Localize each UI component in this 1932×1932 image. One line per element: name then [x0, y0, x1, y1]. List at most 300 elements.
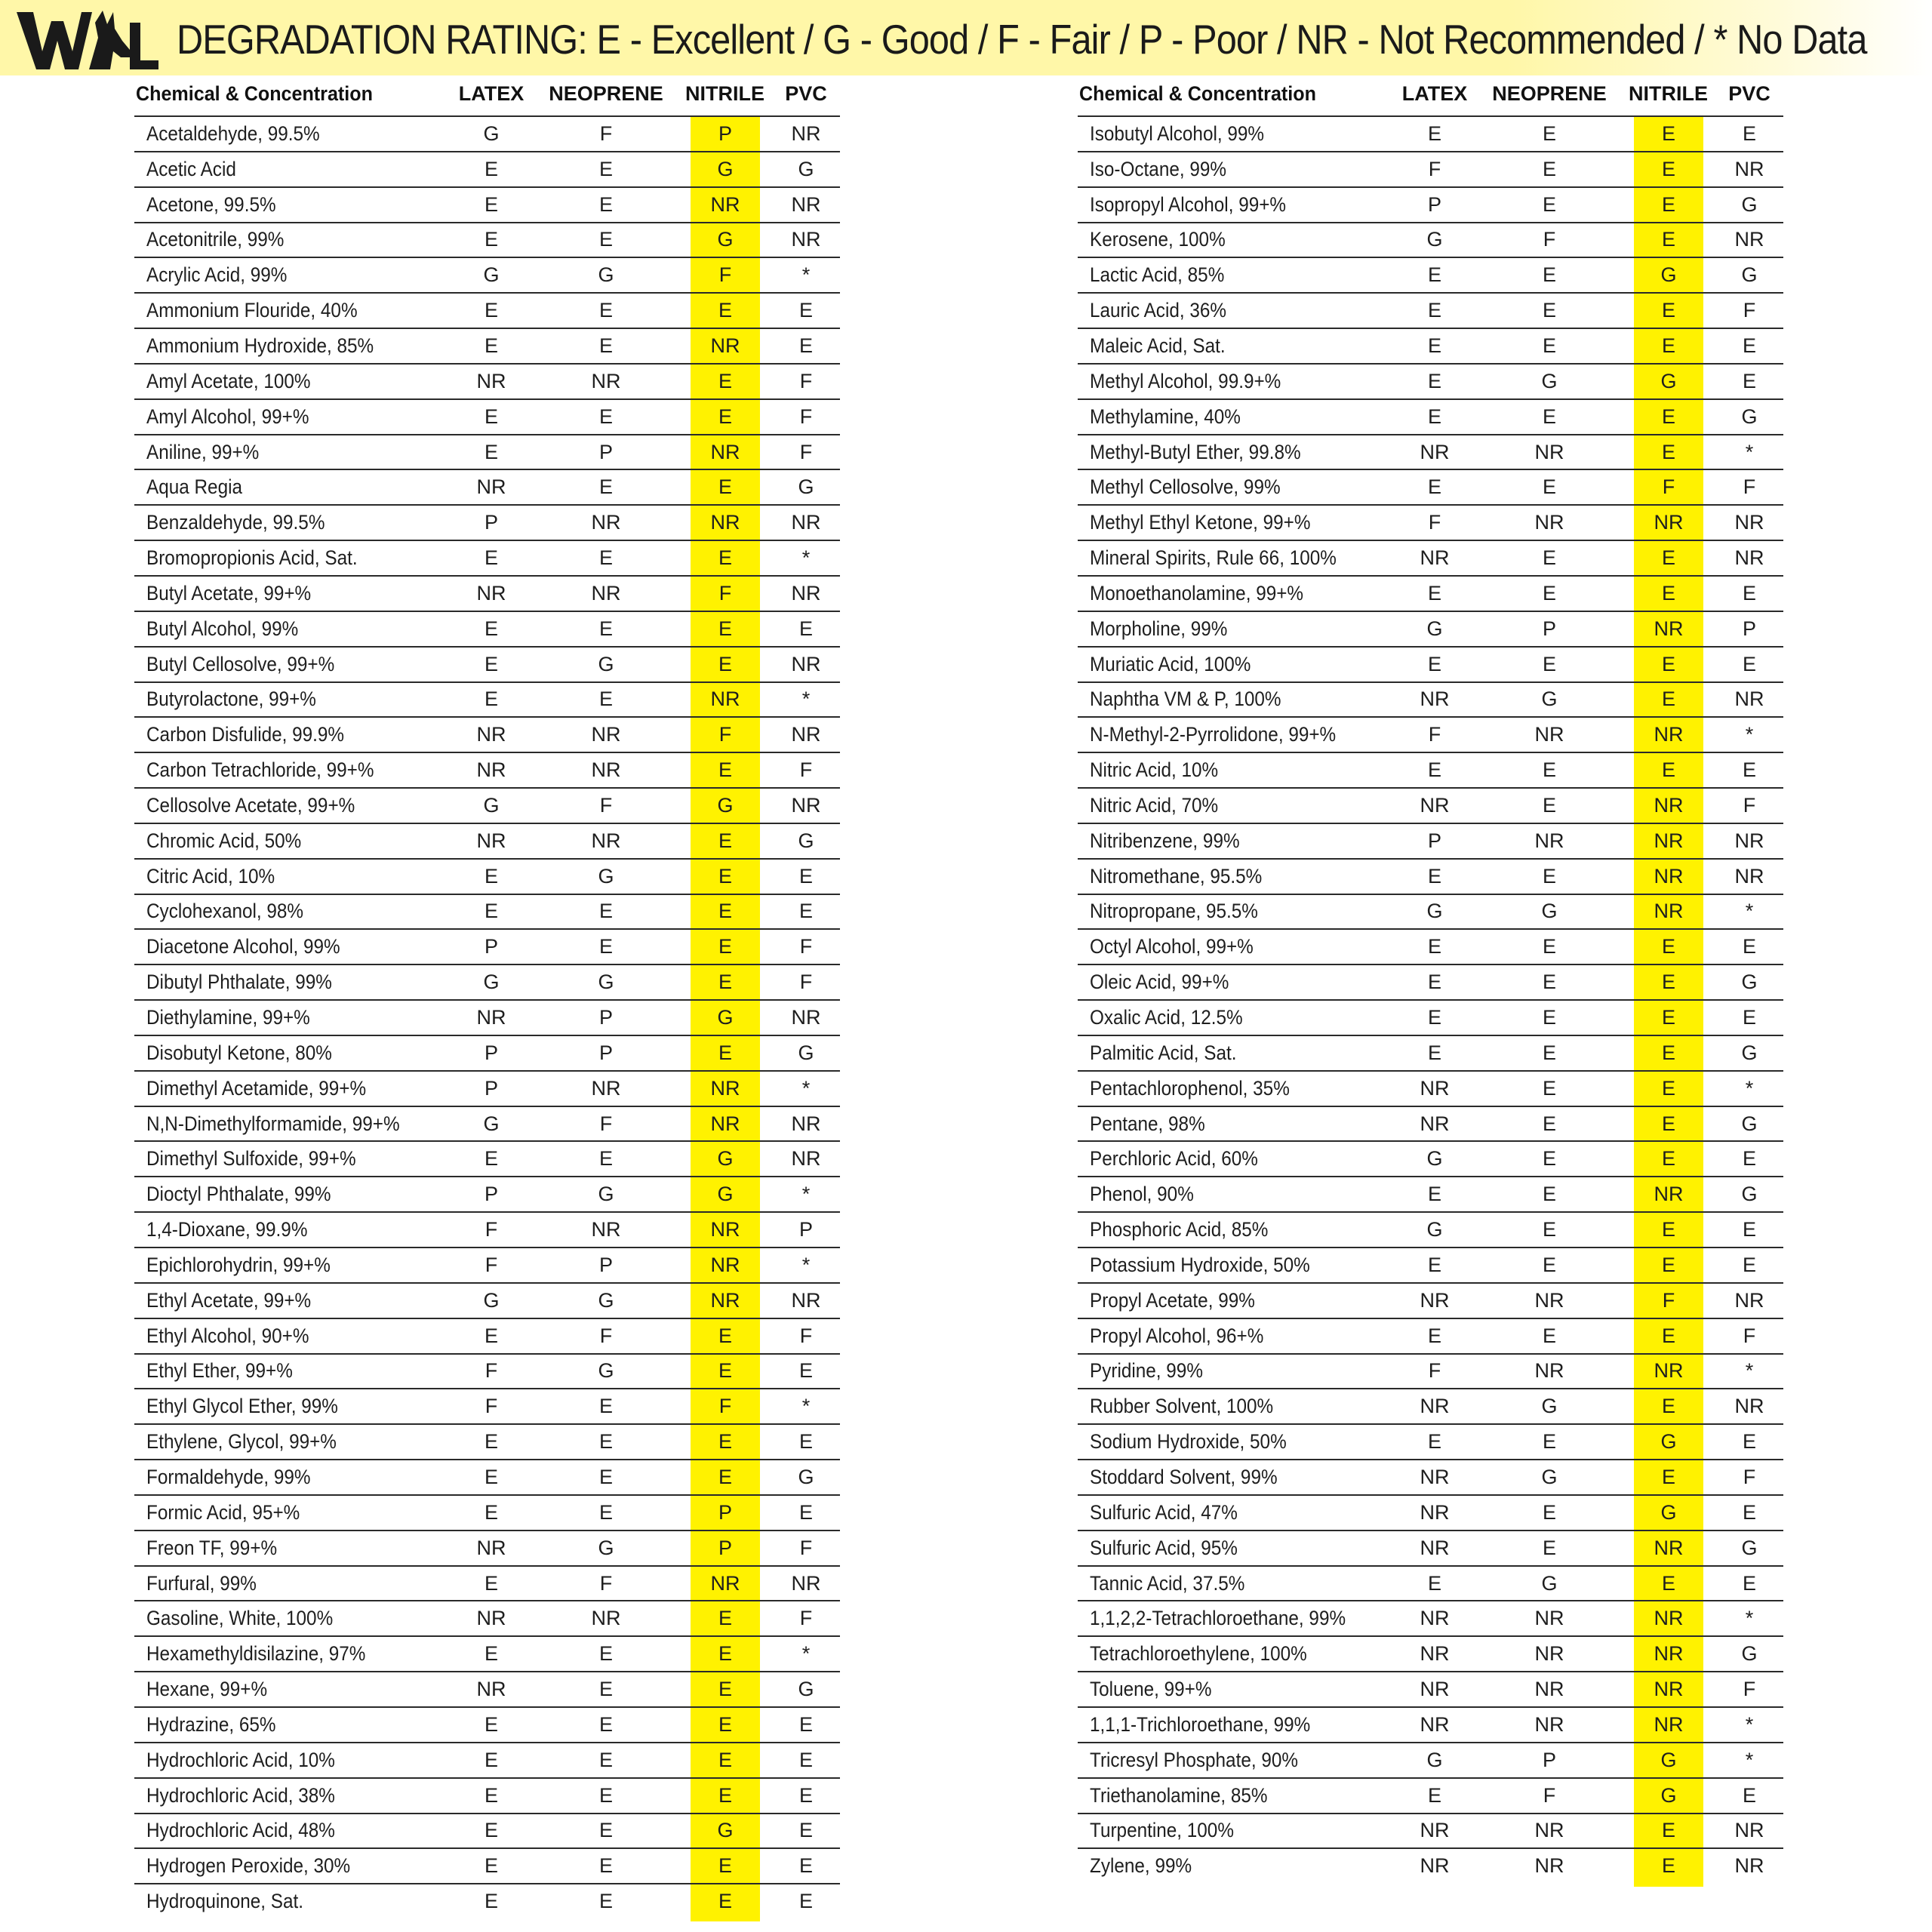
neoprene-rating: E	[1542, 1253, 1556, 1276]
latex-rating: E	[1427, 475, 1441, 499]
pvc-rating: NR	[791, 1006, 821, 1029]
nitrile-rating: E	[1661, 1819, 1675, 1842]
chemical-name-text: Ethylene, Glycol, 99+%	[146, 1430, 337, 1454]
pvc-rating: E	[798, 1500, 813, 1524]
chemical-name-text: Citric Acid, 10%	[146, 864, 275, 888]
pvc-rating: NR	[1734, 546, 1764, 570]
chemical-name	[1090, 470, 1392, 504]
pvc-rating: E	[1742, 1147, 1756, 1171]
chemical-name-text: Perchloric Acid, 60%	[1090, 1147, 1258, 1171]
chemical-name-text: Octyl Alcohol, 99+%	[1090, 935, 1254, 958]
pvc-rating: NR	[1734, 1819, 1764, 1842]
nitrile-rating: NR	[1654, 723, 1684, 746]
nitrile-rating: G	[1660, 1748, 1677, 1771]
latex-rating: P	[1427, 192, 1441, 216]
pvc-rating: E	[1742, 581, 1756, 605]
pvc-rating: E	[798, 1890, 813, 1913]
pvc-rating: *	[801, 688, 811, 711]
latex-rating: F	[1428, 1359, 1441, 1383]
neoprene-rating: G	[1541, 369, 1558, 392]
chemical-name	[146, 1389, 448, 1423]
table-row	[1078, 504, 1783, 540]
chemical-name-text: Dibutyl Phthalate, 99%	[146, 971, 332, 994]
latex-rating: G	[483, 1288, 500, 1312]
neoprene-rating: F	[1543, 1783, 1556, 1807]
pvc-rating: *	[1745, 1359, 1754, 1383]
latex-rating: P	[484, 511, 498, 534]
latex-rating: G	[1426, 617, 1443, 640]
latex-rating: NR	[1420, 1678, 1450, 1701]
table-row	[1078, 1318, 1783, 1353]
latex-rating: E	[1427, 1324, 1441, 1347]
table-row	[134, 1494, 840, 1530]
nitrile-rating: E	[1661, 1395, 1675, 1418]
chemical-name	[146, 718, 448, 752]
pvc-rating: NR	[1734, 1854, 1764, 1878]
column-header-nitrile: NITRILE	[685, 82, 764, 105]
column-header-chemical: Chemical & Concentration	[1079, 82, 1316, 105]
neoprene-rating: E	[1542, 157, 1556, 180]
chemical-name	[146, 1567, 448, 1601]
latex-rating: F	[485, 1253, 498, 1276]
pvc-rating: NR	[791, 723, 821, 746]
neoprene-rating: E	[598, 475, 613, 499]
latex-rating: NR	[1420, 1500, 1450, 1524]
neoprene-rating: E	[1542, 1536, 1556, 1559]
chemical-name	[146, 1460, 448, 1494]
table-row	[1078, 1706, 1783, 1742]
table-row	[1078, 716, 1783, 752]
latex-rating: E	[1427, 1006, 1441, 1029]
chemical-name-text: Freon TF, 99+%	[146, 1536, 278, 1559]
chemical-name-text: Tannic Acid, 37.5%	[1090, 1571, 1245, 1595]
pvc-rating: *	[801, 1395, 811, 1418]
chemical-name	[146, 1284, 448, 1318]
neoprene-rating: E	[598, 1890, 613, 1913]
latex-rating: E	[1427, 864, 1441, 888]
chemical-name-text: Pyridine, 99%	[1090, 1359, 1203, 1383]
chemical-name	[1090, 1779, 1392, 1813]
chemical-name	[1090, 1389, 1392, 1423]
neoprene-rating: NR	[1534, 440, 1564, 463]
latex-rating: G	[1426, 1748, 1443, 1771]
neoprene-rating: G	[598, 652, 614, 675]
nitrile-rating: NR	[710, 511, 740, 534]
chemical-name	[1090, 1425, 1392, 1459]
nitrile-rating: E	[718, 829, 732, 852]
pvc-rating: G	[1741, 1536, 1758, 1559]
pvc-rating: *	[1745, 900, 1754, 923]
latex-rating: G	[1426, 900, 1443, 923]
nitrile-rating: G	[1660, 369, 1677, 392]
neoprene-rating: E	[598, 228, 613, 251]
neoprene-rating: G	[1541, 1395, 1558, 1418]
pvc-rating: NR	[1734, 228, 1764, 251]
chemical-name	[1090, 683, 1392, 717]
chemical-name-text: Tricresyl Phosphate, 90%	[1090, 1748, 1298, 1771]
neoprene-rating: E	[598, 1465, 613, 1488]
nitrile-rating: NR	[710, 1571, 740, 1595]
pvc-rating: G	[1741, 1183, 1758, 1206]
chemical-name	[1090, 1284, 1392, 1318]
pvc-rating: *	[801, 263, 811, 287]
table-row	[1078, 1494, 1783, 1530]
nitrile-rating: NR	[1654, 511, 1684, 534]
pvc-rating: F	[799, 1607, 813, 1630]
chemical-name-text: Oxalic Acid, 12.5%	[1090, 1006, 1243, 1029]
latex-rating: NR	[1420, 1288, 1450, 1312]
nitrile-rating: E	[1661, 971, 1675, 994]
chemical-name	[1090, 1849, 1392, 1883]
latex-rating: NR	[476, 723, 506, 746]
nitrile-rating: E	[1661, 1112, 1675, 1135]
table-row	[1078, 222, 1783, 257]
latex-rating: E	[1427, 405, 1441, 428]
neoprene-rating: E	[1542, 405, 1556, 428]
chemical-name-text: Formic Acid, 95+%	[146, 1500, 300, 1524]
neoprene-rating: NR	[591, 511, 621, 534]
neoprene-rating: G	[598, 1183, 614, 1206]
nitrile-rating: NR	[710, 1076, 740, 1100]
nitrile-rating: G	[1660, 1500, 1677, 1524]
nitrile-rating: G	[717, 793, 734, 817]
chemical-name-text: Acetonitrile, 99%	[146, 228, 285, 251]
chemical-name-text: Naphtha VM & P, 100%	[1090, 688, 1281, 711]
neoprene-rating: E	[598, 1748, 613, 1771]
chemical-name-text: Butyl Acetate, 99+%	[146, 581, 312, 605]
pvc-rating: F	[1743, 1678, 1756, 1701]
chemical-name	[1090, 1107, 1392, 1141]
pvc-rating: G	[1741, 971, 1758, 994]
nitrile-rating: E	[1661, 1076, 1675, 1100]
neoprene-rating: E	[1542, 758, 1556, 782]
column-header-latex: LATEX	[458, 82, 525, 105]
chemical-name	[1090, 577, 1392, 611]
table-row	[134, 292, 840, 328]
chemical-name-text: Phosphoric Acid, 85%	[1090, 1218, 1269, 1241]
table-row	[1078, 1388, 1783, 1423]
chemical-name	[1090, 1708, 1392, 1742]
chemical-name	[1090, 329, 1392, 363]
chemical-name	[146, 329, 448, 363]
neoprene-rating: E	[598, 1783, 613, 1807]
chemical-name	[146, 1142, 448, 1176]
chemical-name	[146, 294, 448, 328]
neoprene-rating: NR	[1534, 1642, 1564, 1666]
chemical-name	[1090, 1319, 1392, 1353]
chemical-name-text: Nitribenzene, 99%	[1090, 829, 1240, 852]
chemical-name	[146, 683, 448, 717]
table-row	[134, 1565, 840, 1601]
chemical-name	[146, 223, 448, 257]
chemical-name	[146, 930, 448, 964]
table-row	[1078, 115, 1783, 151]
nitrile-rating: E	[718, 1678, 732, 1701]
chemical-name-text: Chromic Acid, 50%	[146, 829, 302, 852]
neoprene-rating: NR	[591, 758, 621, 782]
column-header-neoprene: NEOPRENE	[1492, 82, 1607, 105]
latex-rating: E	[1427, 1783, 1441, 1807]
neoprene-rating: F	[599, 122, 613, 145]
column-header-pvc: PVC	[785, 82, 827, 105]
pvc-rating: E	[798, 1819, 813, 1842]
neoprene-rating: E	[1542, 122, 1556, 145]
table-row	[1078, 1565, 1783, 1601]
pvc-rating: NR	[791, 652, 821, 675]
neoprene-rating: E	[1542, 793, 1556, 817]
pvc-rating: F	[799, 1324, 813, 1347]
neoprene-rating: G	[598, 1288, 614, 1312]
chemical-name-text: Dioctyl Phthalate, 99%	[146, 1183, 331, 1206]
pvc-rating: NR	[791, 1112, 821, 1135]
latex-rating: P	[484, 1076, 498, 1100]
neoprene-rating: NR	[1534, 1607, 1564, 1630]
neoprene-rating: E	[1542, 334, 1556, 357]
nitrile-rating: E	[1661, 935, 1675, 958]
table-row	[134, 151, 840, 186]
latex-rating: NR	[476, 1536, 506, 1559]
nitrile-rating: E	[1661, 228, 1675, 251]
chemical-name	[1090, 188, 1392, 222]
chemical-name	[146, 860, 448, 894]
nitrile-rating: NR	[1654, 829, 1684, 852]
wl-logo-icon	[17, 8, 160, 72]
nitrile-rating: NR	[710, 192, 740, 216]
nitrile-rating: NR	[710, 334, 740, 357]
chemical-name-text: Potassium Hydroxide, 50%	[1090, 1253, 1310, 1276]
chemical-name	[1090, 860, 1392, 894]
chemical-name	[1090, 824, 1392, 858]
neoprene-rating: E	[1542, 1006, 1556, 1029]
chemical-name-text: Hexane, 99+%	[146, 1678, 268, 1701]
latex-rating: G	[483, 122, 500, 145]
chemical-name-text: Kerosene, 100%	[1090, 228, 1226, 251]
pvc-rating: *	[1745, 723, 1754, 746]
table-row	[134, 575, 840, 611]
nitrile-rating: E	[718, 1890, 732, 1913]
chemical-name	[1090, 1531, 1392, 1565]
pvc-rating: F	[1743, 793, 1756, 817]
chemical-name-text: Benzaldehyde, 99.5%	[146, 511, 325, 534]
nitrile-rating: E	[718, 1324, 732, 1347]
table-row	[1078, 858, 1783, 894]
table-row	[1078, 894, 1783, 929]
chemical-name-text: Toluene, 99+%	[1090, 1678, 1212, 1701]
neoprene-rating: E	[598, 935, 613, 958]
latex-rating: F	[1428, 723, 1441, 746]
latex-rating: NR	[1420, 1536, 1450, 1559]
pvc-rating: G	[798, 475, 814, 499]
latex-rating: E	[484, 1890, 498, 1913]
pvc-rating: NR	[791, 1571, 821, 1595]
chemical-name	[146, 577, 448, 611]
chemical-name-text: Furfural, 99%	[146, 1571, 257, 1595]
latex-rating: E	[484, 1783, 498, 1807]
chemical-name	[146, 1213, 448, 1247]
chemical-name	[146, 789, 448, 823]
chemical-name	[1090, 1001, 1392, 1035]
pvc-rating: NR	[1734, 1395, 1764, 1418]
latex-rating: E	[1427, 122, 1441, 145]
table-row	[1078, 1247, 1783, 1282]
table-row	[1078, 1600, 1783, 1635]
latex-rating: F	[1428, 511, 1441, 534]
latex-rating: F	[485, 1218, 498, 1241]
column-header-neoprene: NEOPRENE	[549, 82, 663, 105]
chemical-name-text: Aqua Regia	[146, 475, 242, 499]
pvc-rating: F	[1743, 1465, 1756, 1488]
chemical-name-text: Disobutyl Ketone, 80%	[146, 1041, 332, 1064]
pvc-rating: *	[1745, 1712, 1754, 1736]
chemical-name-text: Hydrazine, 65%	[146, 1712, 276, 1736]
latex-rating: E	[1427, 1183, 1441, 1206]
nitrile-rating: G	[717, 1819, 734, 1842]
latex-rating: G	[483, 971, 500, 994]
table-row	[1078, 1035, 1783, 1070]
nitrile-rating: E	[1661, 192, 1675, 216]
latex-rating: G	[483, 793, 500, 817]
nitrile-rating: E	[718, 864, 732, 888]
nitrile-rating: NR	[1654, 1536, 1684, 1559]
table-row	[1078, 1530, 1783, 1565]
nitrile-rating: E	[1661, 1006, 1675, 1029]
chemical-name	[146, 470, 448, 504]
pvc-rating: *	[1745, 440, 1754, 463]
pvc-rating: E	[798, 1748, 813, 1771]
chemical-name-text: Propyl Alcohol, 96+%	[1090, 1324, 1264, 1347]
nitrile-rating: E	[1661, 581, 1675, 605]
table-row	[134, 504, 840, 540]
nitrile-rating: E	[1661, 546, 1675, 570]
chemical-name-text: Ethyl Glycol Ether, 99%	[146, 1395, 338, 1418]
nitrile-rating: E	[1661, 758, 1675, 782]
latex-rating: NR	[1420, 1854, 1450, 1878]
neoprene-rating: F	[1543, 228, 1556, 251]
latex-rating: E	[484, 652, 498, 675]
chemical-name-text: Acetaldehyde, 99.5%	[146, 122, 320, 145]
table-row	[134, 222, 840, 257]
pvc-rating: F	[1743, 1324, 1756, 1347]
table-row	[1078, 1847, 1783, 1883]
nitrile-rating: E	[718, 900, 732, 923]
table-row	[134, 1459, 840, 1494]
pvc-rating: G	[1741, 192, 1758, 216]
latex-rating: E	[484, 334, 498, 357]
latex-rating: E	[484, 1712, 498, 1736]
chemical-name-text: Cellosolve Acetate, 99+%	[146, 793, 355, 817]
neoprene-rating: E	[1542, 1183, 1556, 1206]
pvc-rating: F	[799, 971, 813, 994]
chemical-name	[146, 824, 448, 858]
chemical-name-text: Methyl Ethyl Ketone, 99+%	[1090, 511, 1311, 534]
pvc-rating: G	[1741, 405, 1758, 428]
table-row	[134, 1140, 840, 1176]
chemical-name-text: Zylene, 99%	[1090, 1854, 1192, 1878]
chemical-name	[146, 753, 448, 787]
latex-rating: P	[1427, 829, 1441, 852]
chemical-name	[1090, 435, 1392, 469]
chemical-name-text: Acrylic Acid, 99%	[146, 263, 288, 287]
table-row	[134, 540, 840, 575]
table-row	[134, 681, 840, 717]
pvc-rating: E	[1742, 758, 1756, 782]
chemical-name	[1090, 1460, 1392, 1494]
nitrile-rating: E	[1661, 1218, 1675, 1241]
latex-rating: NR	[476, 1678, 506, 1701]
table-row	[1078, 434, 1783, 469]
latex-rating: F	[485, 1359, 498, 1383]
neoprene-rating: G	[598, 971, 614, 994]
table-row	[134, 1353, 840, 1389]
nitrile-rating: G	[717, 157, 734, 180]
latex-rating: E	[484, 1147, 498, 1171]
latex-rating: NR	[1420, 1712, 1450, 1736]
table-row	[134, 894, 840, 929]
pvc-rating: *	[801, 1642, 811, 1666]
table-row	[134, 1247, 840, 1282]
nitrile-rating: E	[718, 652, 732, 675]
latex-rating: E	[1427, 1430, 1441, 1454]
neoprene-rating: E	[598, 1854, 613, 1878]
chemical-name-text: Diethylamine, 99+%	[146, 1006, 310, 1029]
latex-rating: NR	[1420, 440, 1450, 463]
nitrile-rating: E	[1661, 157, 1675, 180]
chemical-name	[1090, 506, 1392, 540]
chemical-name-text: Mineral Spirits, Rule 66, 100%	[1090, 546, 1337, 570]
chemical-name	[1090, 1036, 1392, 1070]
table-row	[1078, 1742, 1783, 1777]
chemical-name-text: Ethyl Acetate, 99+%	[146, 1288, 312, 1312]
latex-rating: E	[1427, 1253, 1441, 1276]
chemical-name-text: Stoddard Solvent, 99%	[1090, 1465, 1278, 1488]
chemical-name-text: Isobutyl Alcohol, 99%	[1090, 122, 1265, 145]
table-row	[134, 186, 840, 222]
chemical-name-text: Maleic Acid, Sat.	[1090, 334, 1226, 357]
neoprene-rating: F	[599, 1571, 613, 1595]
nitrile-rating: E	[718, 1041, 732, 1064]
chemical-name	[146, 1319, 448, 1353]
table-row	[134, 646, 840, 681]
nitrile-rating: E	[718, 1783, 732, 1807]
chemical-name	[146, 1743, 448, 1777]
pvc-rating: E	[798, 1430, 813, 1454]
neoprene-rating: E	[1542, 192, 1556, 216]
pvc-rating: E	[798, 1712, 813, 1736]
pvc-rating: E	[1742, 369, 1756, 392]
chemical-name	[146, 965, 448, 999]
table-row	[134, 787, 840, 823]
pvc-rating: NR	[1734, 511, 1764, 534]
pvc-rating: NR	[791, 1288, 821, 1312]
pvc-rating: E	[798, 334, 813, 357]
pvc-rating: NR	[791, 1147, 821, 1171]
table-row	[134, 928, 840, 964]
table-row	[1078, 1353, 1783, 1389]
chemical-name-text: Bromopropionis Acid, Sat.	[146, 546, 358, 570]
chemical-name-text: Hydroquinone, Sat.	[146, 1890, 304, 1913]
table-row	[1078, 151, 1783, 186]
pvc-rating: NR	[1734, 829, 1764, 852]
nitrile-rating: F	[718, 581, 732, 605]
neoprene-rating: NR	[591, 581, 621, 605]
chemical-name-text: Hydrogen Peroxide, 30%	[146, 1854, 351, 1878]
chemical-name-text: Sulfuric Acid, 95%	[1090, 1536, 1238, 1559]
table-row	[134, 469, 840, 504]
latex-rating: E	[1427, 971, 1441, 994]
table-row	[134, 257, 840, 292]
header-banner	[0, 0, 1932, 75]
nitrile-rating: E	[1661, 652, 1675, 675]
